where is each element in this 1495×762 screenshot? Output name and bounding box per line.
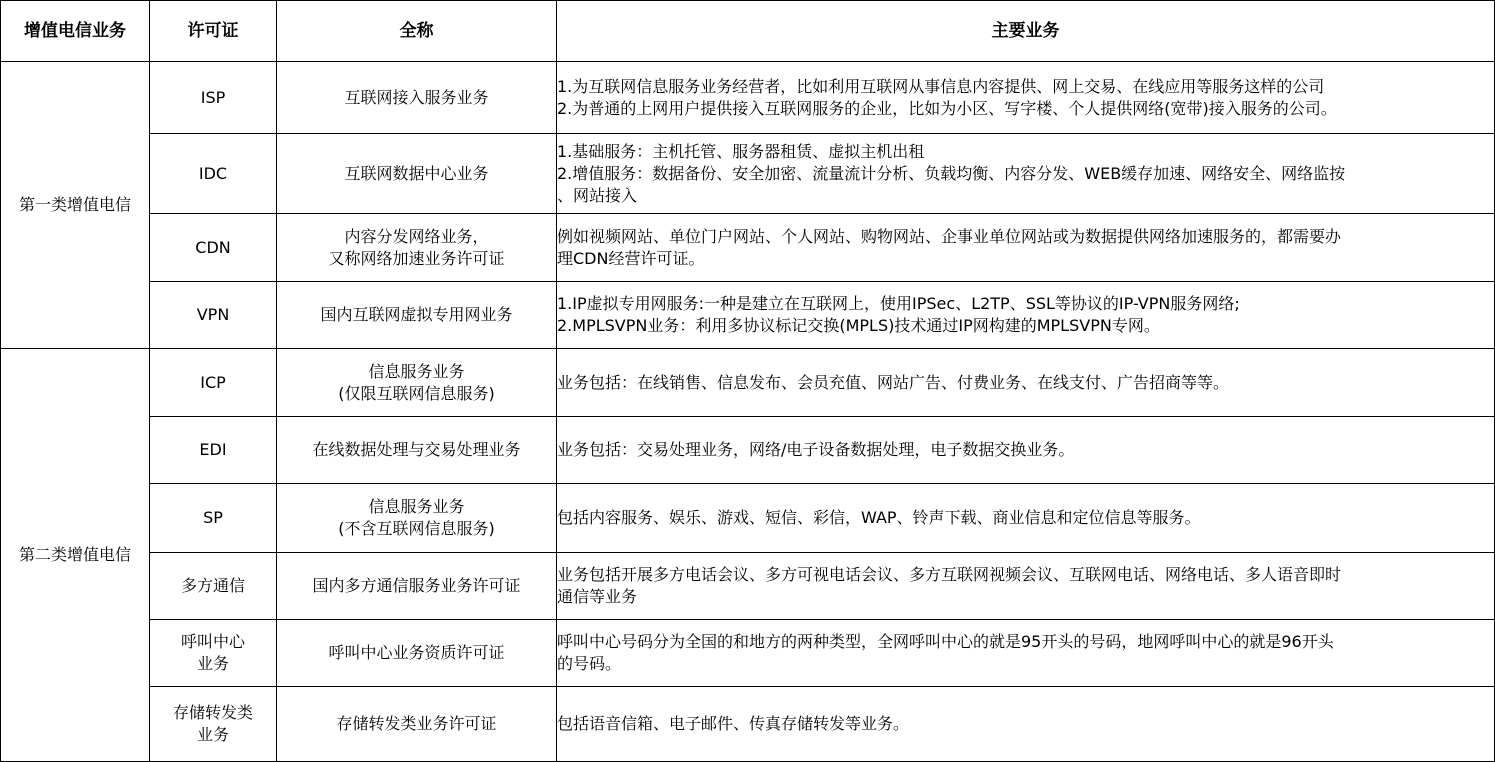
main-business-cell xyxy=(557,134,1495,214)
full-name-text: 互联网数据中心业务 xyxy=(344,163,489,183)
main-business-cell xyxy=(557,484,1495,553)
main-business-line: 包括语音信箱、电子邮件、传真存储转发等业务。 xyxy=(557,714,910,733)
full-name-cell xyxy=(277,134,557,214)
main-business-line: 2.增值服务：数据备份、安全加密、流量流计分析、负载均衡、内容分发、WEB缓存加速、网络安全、网络监按 xyxy=(557,163,1346,183)
main-business-line: 理CDN经营许可证。 xyxy=(557,248,705,268)
main-business-line: 2.为普通的上网用户提供接入互联网服务的企业，比如为小区、写字楼、个人提供网络(宽带)接入服务的公司。 xyxy=(557,98,1337,118)
main-business-line: 呼叫中心号码分为全国的和地方的两种类型，全网呼叫中心的就是95开头的号码，地网呼叫中心的就是96开头 xyxy=(557,632,1334,651)
table-row xyxy=(1,417,1495,484)
license-text: EDI xyxy=(199,440,227,459)
full-name-text: 信息服务业务 xyxy=(368,497,465,516)
main-business-cell xyxy=(557,214,1495,282)
full-name-text: 国内互联网虚拟专用网业务 xyxy=(320,305,513,324)
table-row xyxy=(1,214,1495,282)
main-business-line: 业务包括：在线销售、信息发布、会员充值、网站广告、付费业务、在线支付、广告招商等等。 xyxy=(557,372,1230,392)
main-business-cell xyxy=(557,417,1495,484)
full-name-cell xyxy=(277,349,557,417)
table-row xyxy=(1,282,1495,349)
table-row xyxy=(1,620,1495,687)
table-row xyxy=(1,349,1495,417)
license-cell xyxy=(150,484,277,553)
main-business-line: 2.MPLSVPN业务：利用多协议标记交换(MPLS)技术通过IP网构建的MPLSVPN专网。 xyxy=(557,316,1160,335)
full-name-cell xyxy=(277,687,557,762)
main-business-cell xyxy=(557,62,1495,134)
full-name-cell xyxy=(277,282,557,349)
main-business-line: 1.基础服务：主机托管、服务器租赁、虚拟主机出租 xyxy=(557,141,925,161)
full-name-cell xyxy=(277,553,557,620)
main-business-cell xyxy=(557,620,1495,687)
header-license: 许可证 xyxy=(150,1,277,62)
full-name-cell xyxy=(277,484,557,553)
license-text: ISP xyxy=(200,87,226,107)
table-row xyxy=(1,553,1495,620)
main-business-cell xyxy=(557,282,1495,349)
full-name-text: 国内多方通信服务业务许可证 xyxy=(312,576,521,595)
full-name-cell xyxy=(277,62,557,134)
full-name-cell xyxy=(277,620,557,687)
full-name-text: 在线数据处理与交易处理业务 xyxy=(312,440,521,459)
full-name-text: (不含互联网信息服务) xyxy=(338,519,495,538)
header-main-business: 主要业务 xyxy=(557,1,1495,62)
table-row xyxy=(1,62,1495,134)
main-business-cell xyxy=(557,687,1495,762)
main-business-line: 包括内容服务、娱乐、游戏、短信、彩信，WAP、铃声下载、商业信息和定位信息等服务。 xyxy=(557,508,1201,527)
main-business-line: 通信等业务 xyxy=(557,587,638,606)
license-cell xyxy=(150,134,277,214)
full-name-text: 内容分发网络业务， xyxy=(344,226,489,246)
license-text: 存储转发类 xyxy=(172,703,253,722)
main-business-line: 1.为互联网信息服务业务经营者，比如利用互联网从事信息内容提供、网上交易、在线应用等服务这样的公司 xyxy=(557,76,1325,96)
license-text: 业务 xyxy=(196,725,229,744)
header-category: 增值电信业务 xyxy=(1,1,150,62)
license-text: 业务 xyxy=(196,654,229,673)
table-header-row xyxy=(1,1,1495,62)
main-business-line: 业务包括开展多方电话会议、多方可视电话会议、多方互联网视频会议、互联网电话、网络电话、多人语音即时 xyxy=(557,565,1342,584)
license-cell xyxy=(150,349,277,417)
header-full-name: 全称 xyxy=(277,1,557,62)
full-name-text: 互联网接入服务业务 xyxy=(344,87,489,107)
license-cell xyxy=(150,620,277,687)
table-row xyxy=(1,687,1495,762)
full-name-text: 存储转发类业务许可证 xyxy=(336,714,497,733)
license-text: CDN xyxy=(195,237,231,257)
main-business-cell xyxy=(557,553,1495,620)
license-cell xyxy=(150,214,277,282)
full-name-text: 信息服务业务 xyxy=(368,361,465,381)
full-name-cell xyxy=(277,214,557,282)
license-cell xyxy=(150,687,277,762)
license-cell xyxy=(150,282,277,349)
full-name-text: (仅限互联网信息服务) xyxy=(338,383,495,403)
full-name-text: 呼叫中心业务资质许可证 xyxy=(328,643,505,662)
license-text: SP xyxy=(203,508,223,527)
main-business-line: 1.IP虚拟专用网服务:一种是建立在互联网上，使用IPSec、L2TP、SSL等协议的IP-VPN服务网络; xyxy=(557,294,1240,313)
license-text: ICP xyxy=(200,372,226,392)
license-cell xyxy=(150,417,277,484)
main-business-line: 的号码。 xyxy=(557,654,622,673)
category-cell: 第一类增值电信 xyxy=(1,62,150,349)
category-cell: 第二类增值电信 xyxy=(1,349,150,762)
license-cell xyxy=(150,553,277,620)
main-business-line: 业务包括：交易处理业务，网络/电子设备数据处理，电子数据交换业务。 xyxy=(557,440,1075,459)
license-text: VPN xyxy=(196,305,230,324)
full-name-text: 又称网络加速业务许可证 xyxy=(328,248,505,268)
license-text: 多方通信 xyxy=(180,576,245,595)
license-text: 呼叫中心 xyxy=(180,632,245,651)
main-business-line: 、网站接入 xyxy=(557,185,638,205)
main-business-cell xyxy=(557,349,1495,417)
main-business-line: 例如视频网站、单位门户网站、个人网站、购物网站、企事业单位网站或为数据提供网络加速服务的，都需要办 xyxy=(557,226,1342,246)
license-text: IDC xyxy=(198,163,228,183)
table-row xyxy=(1,134,1495,214)
license-cell xyxy=(150,62,277,134)
full-name-cell xyxy=(277,417,557,484)
table-row xyxy=(1,484,1495,553)
